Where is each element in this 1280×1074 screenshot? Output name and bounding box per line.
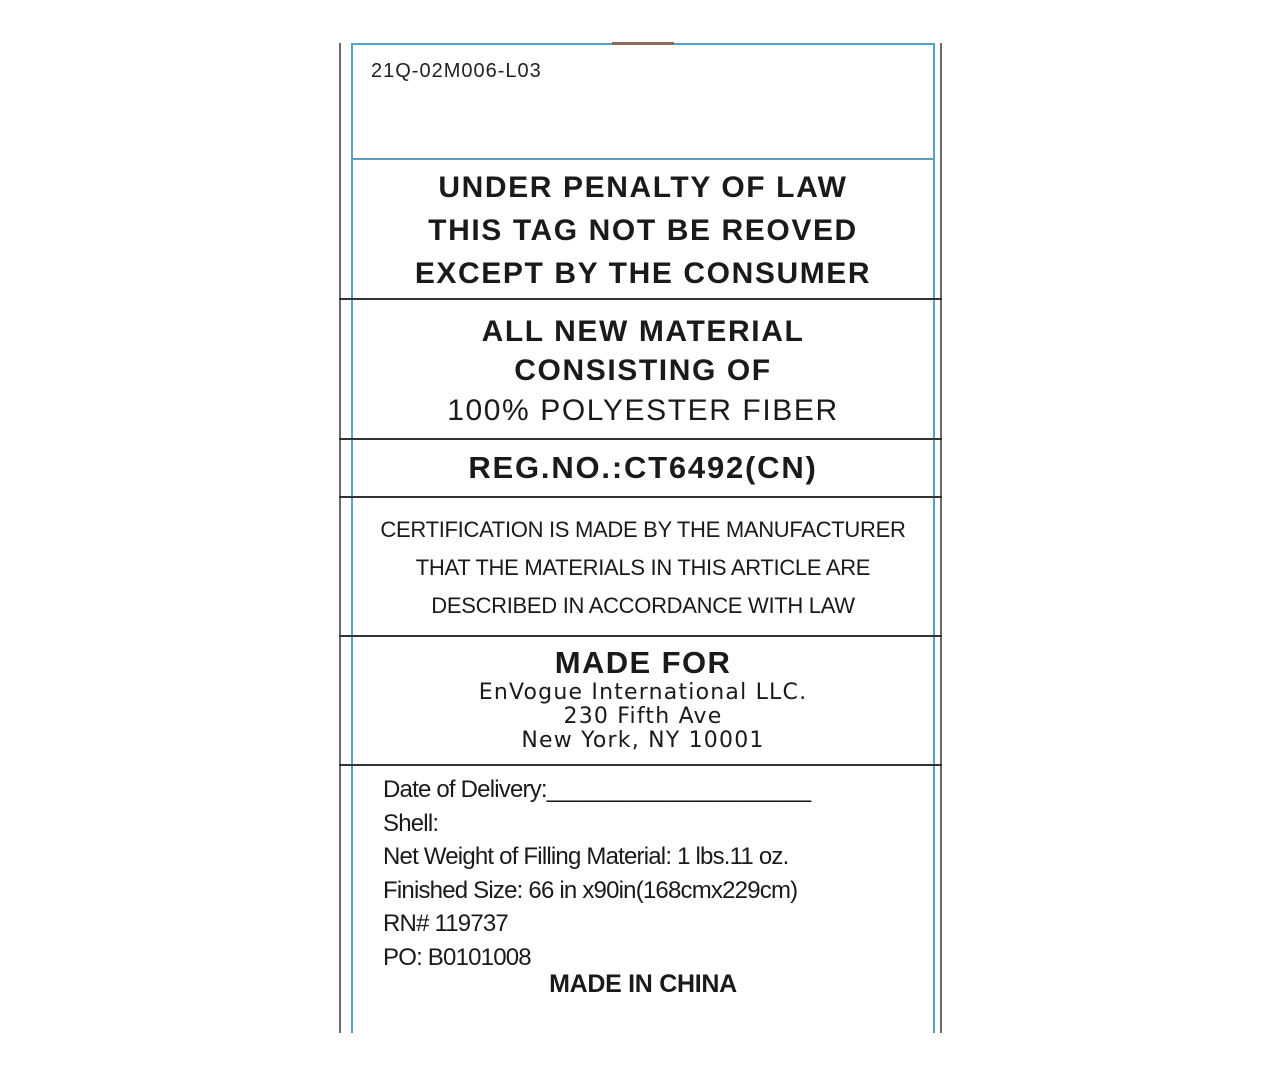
warning-line-2: THIS TAG NOT BE REOVED: [428, 214, 858, 247]
details-section: [383, 773, 923, 974]
reg-section: [353, 450, 933, 486]
divider-3: [339, 496, 942, 498]
net-weight: Net Weight of Filling Material: 1 lbs.11 oz.: [383, 843, 789, 870]
lot-code: 21Q-02M006-L03: [371, 60, 542, 82]
date-of-delivery: Date of Delivery:_____________________: [383, 776, 811, 803]
company-name: EnVogue International LLC.: [478, 680, 808, 705]
certification-section: [353, 511, 933, 625]
tag-outer-left-border: [339, 43, 341, 1033]
divider-4: [339, 635, 942, 637]
tag-top-notch: [612, 42, 674, 45]
made-for-section: [353, 645, 933, 753]
made-for-title: MADE FOR: [554, 645, 732, 680]
city-address: New York, NY 10001: [521, 728, 765, 753]
warning-line-3: EXCEPT BY THE CONSUMER: [414, 257, 872, 290]
certification-line-3: DESCRIBED IN ACCORDANCE WITH LAW: [431, 593, 855, 618]
warning-line-1: UNDER PENALTY OF LAW: [438, 171, 848, 204]
material-line-1: ALL NEW MATERIAL: [481, 315, 805, 348]
warning-section: [353, 166, 933, 295]
po-number: PO: B0101008: [383, 943, 531, 971]
rn-number: RN# 119737: [383, 910, 508, 937]
reg-number: REG.NO.:CT6492(CN): [468, 450, 818, 485]
made-in-label: MADE IN CHINA: [549, 970, 737, 998]
divider-1: [339, 298, 942, 300]
tag-inner-right-border: [933, 43, 935, 1033]
finished-size: Finished Size: 66 in x90in(168cmx229cm): [383, 876, 798, 904]
material-line-2: CONSISTING OF: [514, 354, 772, 387]
certification-line-1: CERTIFICATION IS MADE BY THE MANUFACTURER: [380, 517, 906, 542]
divider-2: [339, 438, 942, 440]
certification-line-2: THAT THE MATERIALS IN THIS ARTICLE ARE: [415, 555, 871, 580]
divider-5: [339, 764, 942, 766]
material-line-3: 100% POLYESTER FIBER: [447, 394, 839, 427]
street-address: 230 Fifth Ave: [563, 704, 723, 729]
shell: Shell:: [383, 809, 439, 837]
divider-top: [351, 158, 935, 160]
material-section: [353, 312, 933, 432]
tag-outer-right-border: [940, 43, 942, 1033]
